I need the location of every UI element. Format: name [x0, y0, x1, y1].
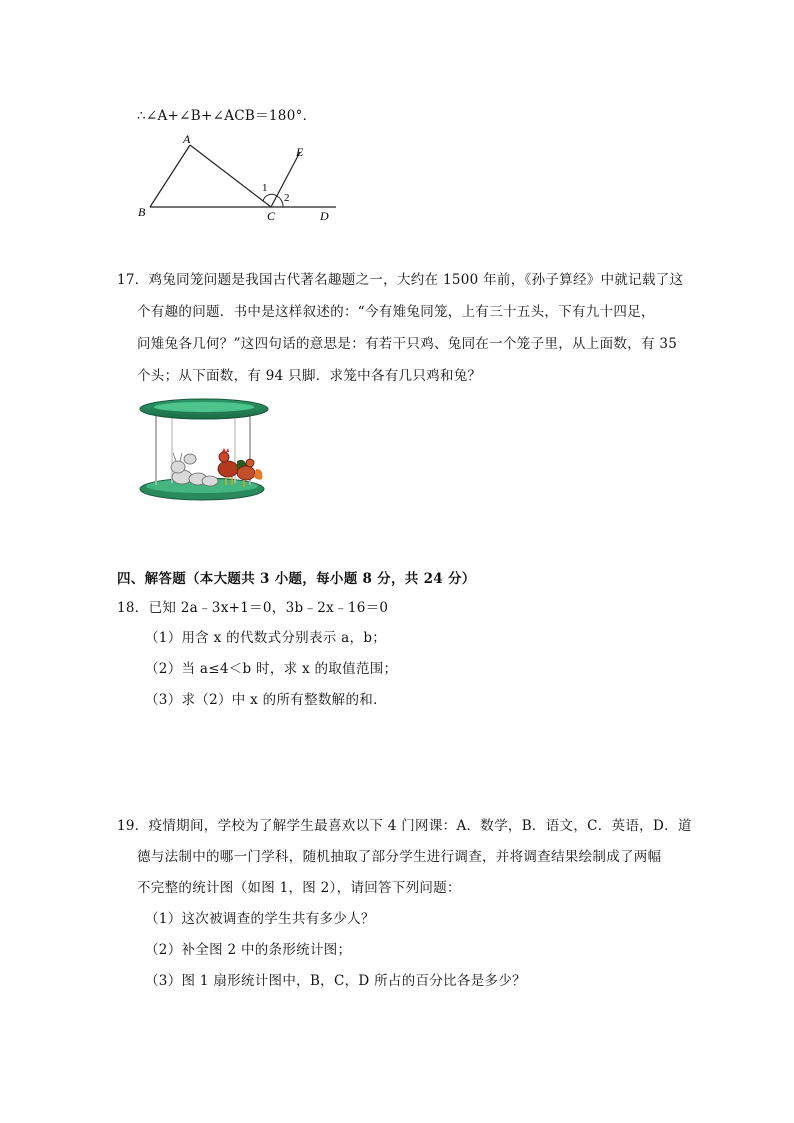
q17-line-2: 个有趣的问题．书中是这样叙述的：“今有雉兔同笼，上有三十五头，下有九十四足，: [137, 304, 655, 320]
triangle-figure: [130, 130, 350, 230]
label-b: B: [138, 205, 146, 219]
label-angle-1: 1: [262, 182, 268, 194]
q17-line-4: 个头；从下面数，有 94 只脚．求笼中各有几只鸡和兔？: [137, 368, 482, 384]
q17-line-1: 17．鸡兔同笼问题是我国古代著名趣题之一，大约在 1500 年前，《孙子算经》中就记载了这: [117, 272, 684, 288]
section-heading: 四、解答题（本大题共 3 小题，每小题 8 分，共 24 分）: [117, 571, 476, 587]
side-ac: [190, 145, 271, 207]
q19-line-3: 不完整的统计图（如图 1，图 2），请回答下列问题：: [137, 880, 461, 896]
q17-line-3: 问雉兔各几何？”这四句话的意思是：有若干只鸡、兔同在一个笼子里，从上面数，有 35: [137, 336, 678, 352]
q19-line-1: 19．疫情期间，学校为了解学生最喜欢以下 4 门网课：A．数学，B．语文，C．英语，D．道: [117, 818, 692, 834]
q19-part-1: （1）这次被调查的学生共有多少人？: [145, 911, 375, 927]
label-c: C: [267, 209, 276, 223]
angle-2-arc: [277, 196, 283, 207]
rabbits: [171, 453, 218, 486]
q18-part-2: （2）当 a≤4＜b 时，求 x 的取值范围；: [145, 661, 398, 677]
cage-roof-highlight: [154, 402, 254, 412]
q18-part-1: （1）用含 x 的代数式分别表示 a，b；: [145, 630, 387, 646]
label-e: E: [296, 145, 304, 159]
q19-part-2: （2）补全图 2 中的条形统计图；: [145, 942, 352, 958]
q18-stem: 18．已知 2a﹣3x+1＝0，3b﹣2x﹣16＝0: [117, 600, 389, 616]
label-angle-2: 2: [284, 192, 290, 204]
label-d: D: [320, 209, 329, 223]
q19-line-2: 德与法制中的哪一门学科，随机抽取了部分学生进行调查，并将调查结果绘制成了两幅: [137, 849, 662, 865]
q16-conclusion: ∴∠A+∠B+∠ACB＝180°．: [137, 108, 317, 124]
side-ab: [150, 145, 190, 207]
cage-illustration: [138, 397, 270, 505]
label-a: A: [183, 132, 191, 146]
q19-part-3: （3）图 1 扇形统计图中，B，C，D 所占的百分比各是多少？: [145, 973, 526, 989]
q18-part-3: （3）求（2）中 x 的所有整数解的和．: [145, 692, 387, 708]
